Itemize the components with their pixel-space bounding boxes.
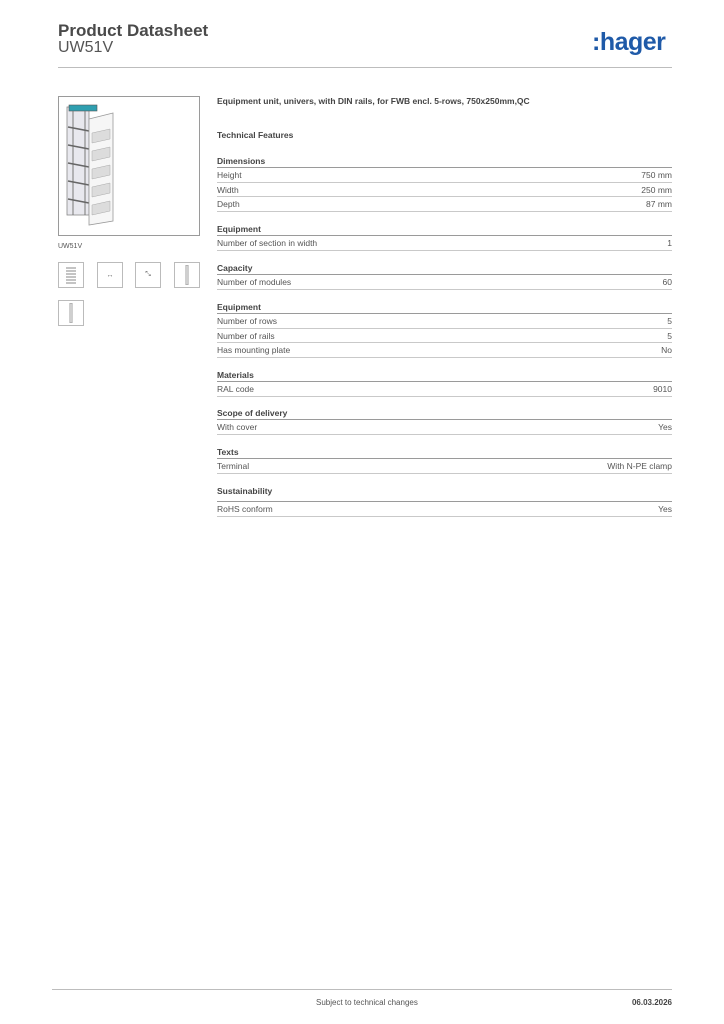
product-code: UW51V: [58, 39, 114, 56]
feature-row: [217, 275, 672, 290]
feature-value: 5: [667, 316, 672, 326]
feature-row: [217, 420, 672, 435]
feature-row: [217, 183, 672, 198]
feature-label: Number of modules: [217, 277, 292, 287]
group-title: Dimensions: [217, 154, 672, 168]
page-title: Product Datasheet: [58, 21, 209, 40]
feature-row: [217, 459, 672, 474]
group-title: Materials: [217, 368, 672, 382]
feature-label: Terminal: [217, 461, 250, 471]
feature-group-materials: [217, 368, 672, 397]
depth-arrow-label: ⤡: [145, 271, 151, 278]
feature-value: Yes: [658, 422, 672, 432]
feature-value: 750 mm: [641, 170, 672, 180]
header-divider: [58, 67, 672, 68]
feature-group-scope-of-delivery: [217, 406, 672, 435]
feature-value: With N-PE clamp: [607, 461, 672, 471]
group-title: Texts: [217, 445, 672, 459]
feature-label: RAL code: [217, 384, 255, 394]
footer-note: Subject to technical changes: [316, 998, 418, 1007]
product-image: [58, 96, 200, 236]
group-title: Capacity: [217, 261, 672, 275]
feature-value: 1: [667, 238, 672, 248]
feature-group-sustainability: [217, 484, 672, 517]
rails-icon[interactable]: [58, 262, 84, 288]
feature-row: [217, 502, 672, 517]
feature-row: [217, 343, 672, 358]
feature-row: [217, 314, 672, 329]
width-arrow-icon[interactable]: [97, 262, 123, 288]
feature-value: 60: [662, 277, 672, 287]
height-bar-icon[interactable]: [174, 262, 200, 288]
feature-value: 5: [667, 330, 672, 341]
feature-label: Number of section in width: [217, 238, 318, 248]
feature-value: No: [661, 345, 672, 355]
feature-group-equipment-rows: [217, 300, 672, 358]
technical-features-title: Technical Features: [217, 130, 294, 140]
width-arrow-label: ↔: [106, 271, 114, 279]
hager-logo: :hager: [592, 28, 666, 56]
equipment-unit-illustration: [59, 97, 199, 235]
feature-value: 250 mm: [641, 184, 672, 195]
feature-label: Has mounting plate: [217, 345, 291, 355]
group-title: Sustainability: [217, 484, 672, 502]
footer-date: 06.03.2026: [631, 998, 672, 1007]
group-title: Scope of delivery: [217, 406, 672, 420]
feature-label: With cover: [217, 422, 258, 432]
vertical-bar-icon[interactable]: [58, 300, 84, 326]
feature-label: Depth: [217, 199, 240, 209]
feature-label: Number of rows: [217, 316, 277, 326]
depth-arrow-icon[interactable]: [135, 262, 161, 288]
image-caption: UW51V: [58, 243, 83, 250]
feature-value: 87 mm: [646, 199, 672, 209]
feature-row: [217, 382, 672, 397]
feature-value: Yes: [658, 504, 672, 514]
footer-divider: [52, 989, 672, 990]
feature-label: Number of rails: [217, 330, 275, 341]
feature-row: [217, 329, 672, 344]
product-description: Equipment unit, univers, with DIN rails, for FWB encl. 5-rows, 750x250mm,QC: [217, 96, 530, 106]
feature-label: Height: [217, 170, 242, 180]
feature-label: RoHS conform: [217, 504, 273, 514]
feature-row: [217, 168, 672, 183]
feature-value: 9010: [653, 384, 672, 394]
feature-group-texts: [217, 445, 672, 474]
feature-group-capacity: [217, 261, 672, 290]
feature-label: Width: [217, 184, 239, 195]
feature-row: [217, 197, 672, 212]
feature-group-equipment: [217, 222, 672, 251]
feature-row: [217, 236, 672, 251]
group-title: Equipment: [217, 300, 672, 314]
group-title: Equipment: [217, 222, 672, 236]
feature-group-dimensions: [217, 154, 672, 212]
